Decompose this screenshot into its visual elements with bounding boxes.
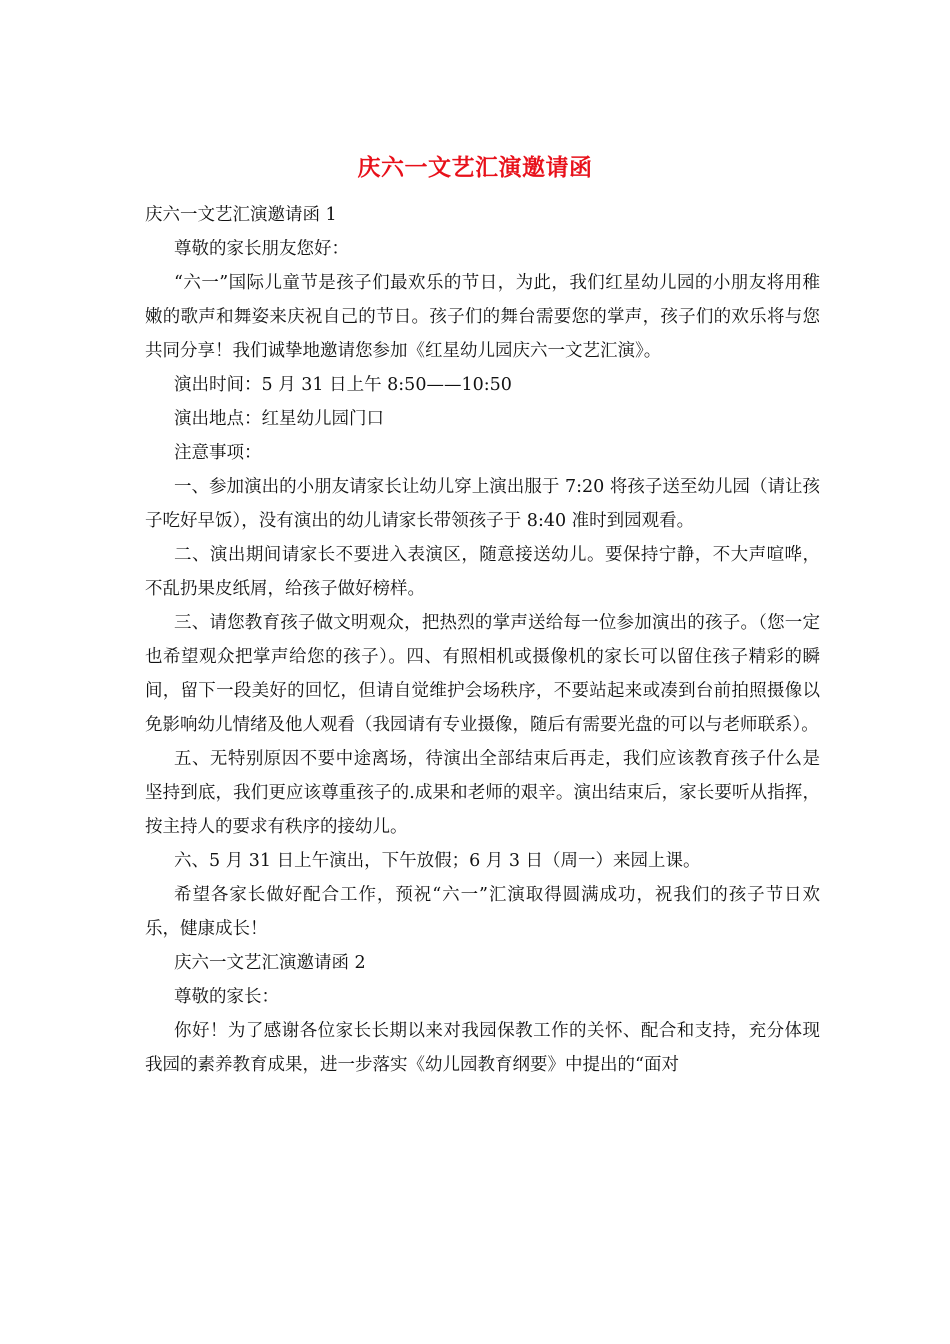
paragraph: 庆六一文艺汇演邀请函 2	[174, 953, 366, 973]
paragraph: “六一”国际儿童节是孩子们最欢乐的节日，为此，我们红星幼儿园的小朋友将用稚嫩的歌声和舞姿来庆祝自己的节日。孩子们的舞台需要您的掌声，孩子们的欢乐将与您共同分享！我们诚挚地邀请您参加《红星幼儿园庆六一文艺汇演》。	[145, 273, 820, 361]
paragraph: 希望各家长做好配合工作，预祝“六一”汇演取得圆满成功，祝我们的孩子节日欢乐，健康成长！	[145, 885, 820, 939]
document-title: 庆六一文艺汇演邀请函	[357, 154, 593, 181]
paragraph: 三、请您教育孩子做文明观众，把热烈的掌声送给每一位参加演出的孩子。（您一定也希望观众把掌声给您的孩子）。四、有照相机或摄像机的家长可以留住孩子精彩的瞬间，留下一段美好的回忆，但请自觉维护会场秩序，不要站起来或凑到台前拍照摄像以免影响幼儿情绪及他人观看（我园请有专业摄像，随后有需要光盘的可以与老师联系）。	[145, 613, 820, 735]
paragraph: 演出地点：红星幼儿园门口	[174, 409, 384, 429]
paragraph: 演出时间：5 月 31 日上午 8:50——10:50	[174, 375, 512, 395]
document-body	[145, 198, 820, 1082]
paragraph: 二、演出期间请家长不要进入表演区，随意接送幼儿。要保持宁静，不大声喧哗，不乱扔果皮纸屑，给孩子做好榜样。	[145, 545, 820, 599]
paragraph: 一、参加演出的小朋友请家长让幼儿穿上演出服于 7:20 将孩子送至幼儿园（请让孩子吃好早饭），没有演出的幼儿请家长带领孩子于 8:40 准时到园观看。	[145, 477, 820, 531]
paragraph: 你好！为了感谢各位家长长期以来对我园保教工作的关怀、配合和支持，充分体现我园的素养教育成果，进一步落实《幼儿园教育纲要》中提出的“面对	[145, 1021, 820, 1075]
paragraph: 五、无特别原因不要中途离场，待演出全部结束后再走，我们应该教育孩子什么是坚持到底，我们更应该尊重孩子的.成果和老师的艰辛。演出结束后，家长要听从指挥，按主持人的要求有秩序的接幼儿。	[145, 749, 820, 837]
paragraph: 尊敬的家长：	[174, 987, 279, 1007]
paragraph: 尊敬的家长朋友您好：	[174, 239, 349, 259]
paragraph: 庆六一文艺汇演邀请函 1	[145, 205, 337, 225]
paragraph: 六、5 月 31 日上午演出，下午放假；6 月 3 日（周一）来园上课。	[174, 851, 701, 871]
paragraph: 注意事项：	[174, 443, 262, 463]
